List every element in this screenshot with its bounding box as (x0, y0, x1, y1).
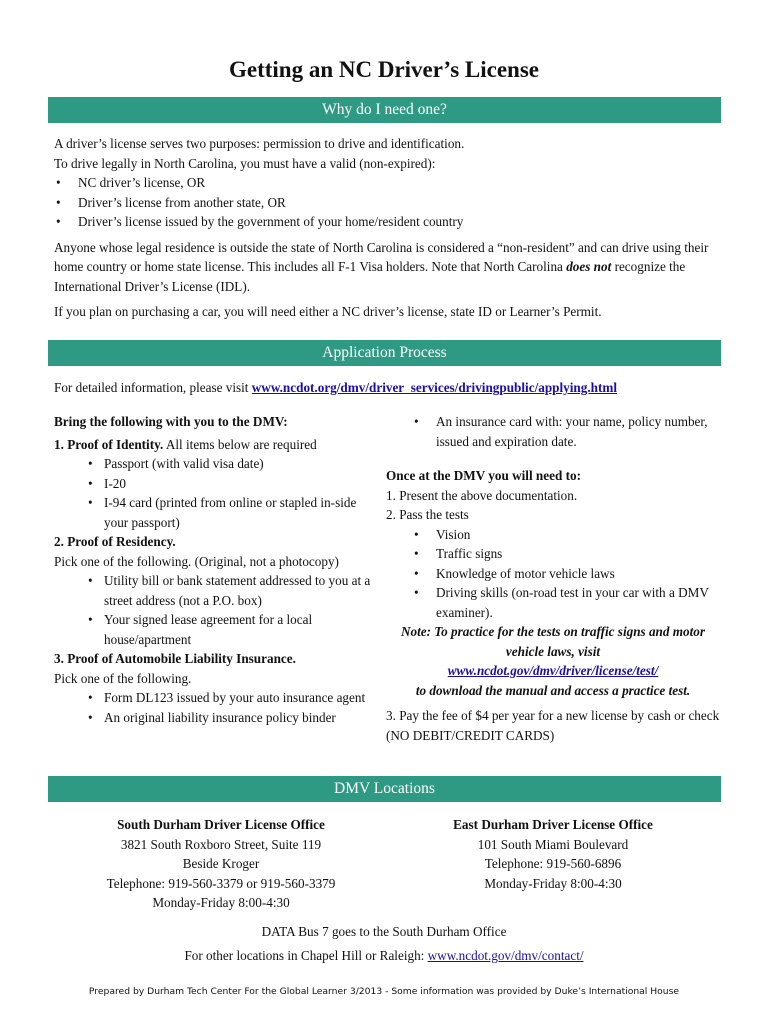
list-item: • Driving skills (on-road test in your car with a DMV examiner). (412, 583, 720, 622)
office-address: 101 South Miami Boulevard (477, 836, 629, 852)
list-item: • Utility bill or bank statement addressed to you at a street address (not a P.O. box) (86, 571, 372, 610)
list-item: • An insurance card with: your name, policy number, issued and expiration date. (412, 412, 720, 451)
step-3: 3. Pay the fee of $4 per year for a new license by cash or check (NO DEBIT/CREDIT CARDS) (386, 708, 720, 743)
insurance-pick: Pick one of the following. (54, 670, 192, 686)
office-landmark: Beside Kroger (182, 856, 260, 871)
office-hours: Monday-Friday 8:00-4:30 (152, 895, 290, 910)
residency-pick: Pick one of the following. (Original, not a photocopy) (54, 553, 339, 569)
practice-note-end: to download the manual and access a practice test. (415, 682, 691, 698)
why-line-1: A driver’s license serves two purposes: permission to drive and identification. (54, 136, 465, 151)
footer-credit: Prepared by Durham Tech Center For the Global Learner 3/2013 - Some information was provided by Duke’s International House (88, 986, 680, 997)
non-resident-paragraph: Anyone whose legal residence is outside the state of North Carolina is considered a “non-resident” and can drive using their home country or home state license. This includes all F-1 Visa holders. Note that North Carolina does not recognize the International Driver’s License (IDL). (54, 239, 709, 294)
office-name: South Durham Driver License Office (117, 817, 325, 832)
page-title: Getting an NC Driver’s License (228, 57, 539, 82)
contact-link[interactable]: www.ncdot.gov/dmv/contact/ (427, 948, 584, 963)
section-header-application: Application Process (48, 340, 721, 366)
list-item: • Form DL123 issued by your auto insurance agent (86, 688, 372, 708)
office-name: East Durham Driver License Office (453, 817, 653, 832)
other-locations: For other locations in Chapel Hill or Raleigh: www.ncdot.gov/dmv/contact/ (184, 948, 584, 963)
application-intro: For detailed information, please visit www.ncdot.org/dmv/driver_services/drivingpublic/applying.html (54, 380, 618, 395)
step-1: 1. Present the above documentation. (386, 487, 578, 503)
residency-list (86, 571, 372, 649)
list-item: • NC driver’s license, OR (54, 173, 718, 193)
list-item: • Driver’s license issued by the government of your home/resident country (54, 212, 718, 232)
insurance-card-list (412, 412, 720, 451)
office-address: 3821 South Roxboro Street, Suite 119 (120, 836, 322, 852)
office-phone: Telephone: 919-560-6896 (484, 856, 622, 871)
insurance-list (86, 688, 372, 727)
list-item: • I-20 (86, 474, 372, 494)
valid-license-list (54, 173, 718, 232)
list-item: • An original liability insurance policy binder (86, 708, 372, 728)
list-item: • I-94 card (printed from online or stapled in-side your passport) (86, 493, 372, 532)
why-line-2: To drive legally in North Carolina, you must have a valid (non-expired): (54, 155, 436, 171)
practice-note: Note: To practice for the tests on traffic signs and motor vehicle laws, visit (400, 624, 706, 659)
application-left-column (54, 412, 372, 727)
bus-info: DATA Bus 7 goes to the South Durham Office (261, 924, 507, 939)
office-hours: Monday-Friday 8:00-4:30 (484, 875, 622, 891)
application-right-column (386, 412, 720, 745)
step-2: 2. Pass the tests (386, 507, 469, 522)
residency-heading: 2. Proof of Residency. (54, 534, 176, 549)
why-section-body (54, 134, 718, 322)
list-item: • Your signed lease agreement for a local house/apartment (86, 610, 372, 649)
purchase-car-paragraph: If you plan on purchasing a car, you will need either a NC driver’s license, state ID or Learner’s Permit. (54, 304, 602, 319)
section-header-why: Why do I need one? (48, 97, 721, 123)
once-heading: Once at the DMV you will need to: (386, 468, 581, 483)
practice-test-link[interactable]: www.ncdot.gov/dmv/driver/license/test/ (447, 663, 659, 678)
office-phone: Telephone: 919-560-3379 or 919-560-3379 (106, 875, 336, 891)
identity-line: 1. Proof of Identity. All items below are required (54, 436, 317, 452)
list-item: • Knowledge of motor vehicle laws (412, 564, 720, 584)
insurance-heading: 3. Proof of Automobile Liability Insurance. (54, 651, 296, 666)
list-item: • Traffic signs (412, 544, 720, 564)
tests-list (412, 525, 720, 623)
east-durham-office (386, 815, 720, 893)
identity-list (86, 454, 372, 532)
section-header-locations: DMV Locations (48, 776, 721, 802)
list-item: • Passport (with valid visa date) (86, 454, 372, 474)
bring-heading: Bring the following with you to the DMV: (54, 414, 288, 429)
list-item: • Vision (412, 525, 720, 545)
practice-link-line (386, 661, 720, 681)
south-durham-office (54, 815, 388, 913)
applying-link[interactable]: www.ncdot.org/dmv/driver_services/drivingpublic/applying.html (251, 380, 618, 395)
list-item: • Driver’s license from another state, OR (54, 193, 718, 213)
